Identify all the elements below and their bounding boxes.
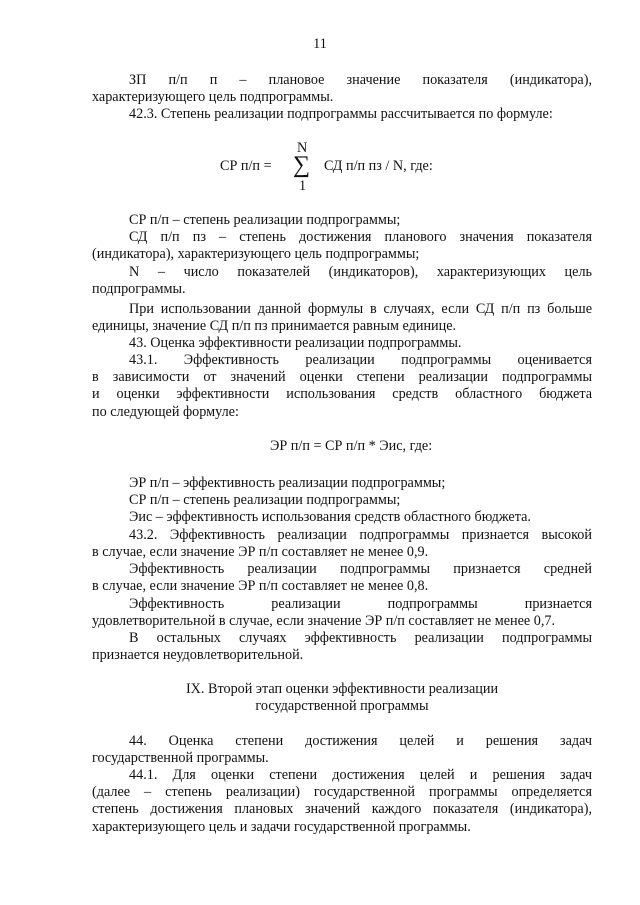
text-line: В остальных случаях эффективность реализации подпрограммы: [129, 630, 592, 646]
text-line: 44. Оценка степени достижения целей и решения задач: [129, 733, 592, 749]
text-line: 43.1. Эффективность реализации подпрограммы оценивается: [129, 352, 592, 368]
definitions-formula-1: [92, 212, 592, 298]
sum-symbol: ∑: [293, 152, 311, 178]
text-line: подпрограммы.: [92, 280, 186, 297]
formula-lhs: СР п/п =: [220, 158, 272, 174]
text-line: в случае, если значение ЭР п/п составляет не менее 0,9.: [92, 544, 429, 561]
text-line: по следующей формуле:: [92, 403, 239, 420]
paragraph-44-1: [92, 767, 592, 836]
text-line: степень достижения плановых значений каждого показателя (индикатора),: [92, 801, 592, 818]
text-line: 43.2. Эффективность реализации подпрограммы признается высокой: [129, 527, 592, 543]
text-line: 43. Оценка эффективности реализации подпрограммы.: [129, 335, 462, 351]
text-line: При использовании данной формулы в случаях, если СД п/п пз больше: [129, 301, 592, 317]
paragraph-neudovletvoritelnaya: [92, 630, 592, 664]
formula-rhs: СД п/п пз / N, где:: [324, 158, 433, 174]
text-line: и оценки эффективности использования средств областного бюджета: [92, 386, 592, 403]
text-line: характеризующего цель подпрограммы.: [92, 89, 334, 106]
text-line: N – число показателей (индикаторов), характеризующих цель: [129, 263, 592, 280]
paragraph-43-1: [92, 352, 592, 421]
paragraph-42-3: [92, 106, 592, 123]
paragraph-43: [92, 335, 592, 352]
text-line: ЭР п/п – эффективность реализации подпрограммы;: [129, 475, 446, 491]
text-line: характеризующего цель и задачи государственной программы.: [92, 818, 471, 835]
text-line: (индикатора), характеризующего цель подпрограммы;: [92, 246, 420, 263]
text-line: Эффективность реализации подпрограммы признается: [129, 596, 592, 612]
text-line: в зависимости от значений оценки степени реализации подпрограммы: [92, 369, 592, 386]
formula-effektivnost: ЭР п/п = СР п/п * Эис, где:: [270, 438, 433, 454]
page-number: 11: [313, 36, 327, 52]
text-line: (далее – степень реализации) государственной программы определяется: [92, 784, 592, 801]
text-line: в случае, если значение ЭР п/п составляет не менее 0,8.: [92, 578, 429, 595]
heading-line: государственной программы: [255, 698, 429, 715]
heading-line: IX. Второй этап оценки эффективности реализации: [185, 681, 499, 697]
paragraph-formula-note: [92, 301, 592, 335]
paragraph-zp-definition: [92, 72, 592, 106]
section-heading: [112, 681, 572, 715]
text-line: СР п/п – степень реализации подпрограммы;: [129, 212, 401, 228]
text-line: Эис – эффективность использования средств областного бюджета.: [129, 509, 531, 526]
sum-lower-limit: 1: [299, 178, 307, 194]
paragraph-44: [92, 733, 592, 767]
text-line: государственной программы.: [92, 750, 269, 767]
definitions-formula-2: [92, 475, 592, 527]
text-line: СР п/п – степень реализации подпрограммы;: [129, 492, 401, 509]
text-line: 42.3. Степень реализации подпрограммы рассчитывается по формуле:: [129, 106, 553, 122]
paragraph-srednyaya: [92, 561, 592, 595]
text-line: Эффективность реализации подпрограммы признается средней: [129, 561, 592, 577]
text-line: признается неудовлетворительной.: [92, 647, 304, 664]
text-line: 44.1. Для оценки степени достижения целей и решения задач: [129, 767, 592, 783]
text-line: ЗП п/п п – плановое значение показателя (индикатора),: [129, 72, 592, 88]
sum-upper-limit: N: [297, 140, 308, 156]
text-line: удовлетворительной в случае, если значение ЭР п/п составляет не менее 0,7.: [92, 613, 556, 630]
paragraph-udovletvoritelnaya: [92, 596, 592, 630]
text-line: СД п/п пз – степень достижения планового значения показателя: [129, 229, 592, 246]
paragraph-43-2: [92, 527, 592, 561]
text-line: единицы, значение СД п/п пз принимается равным единице.: [92, 318, 457, 335]
